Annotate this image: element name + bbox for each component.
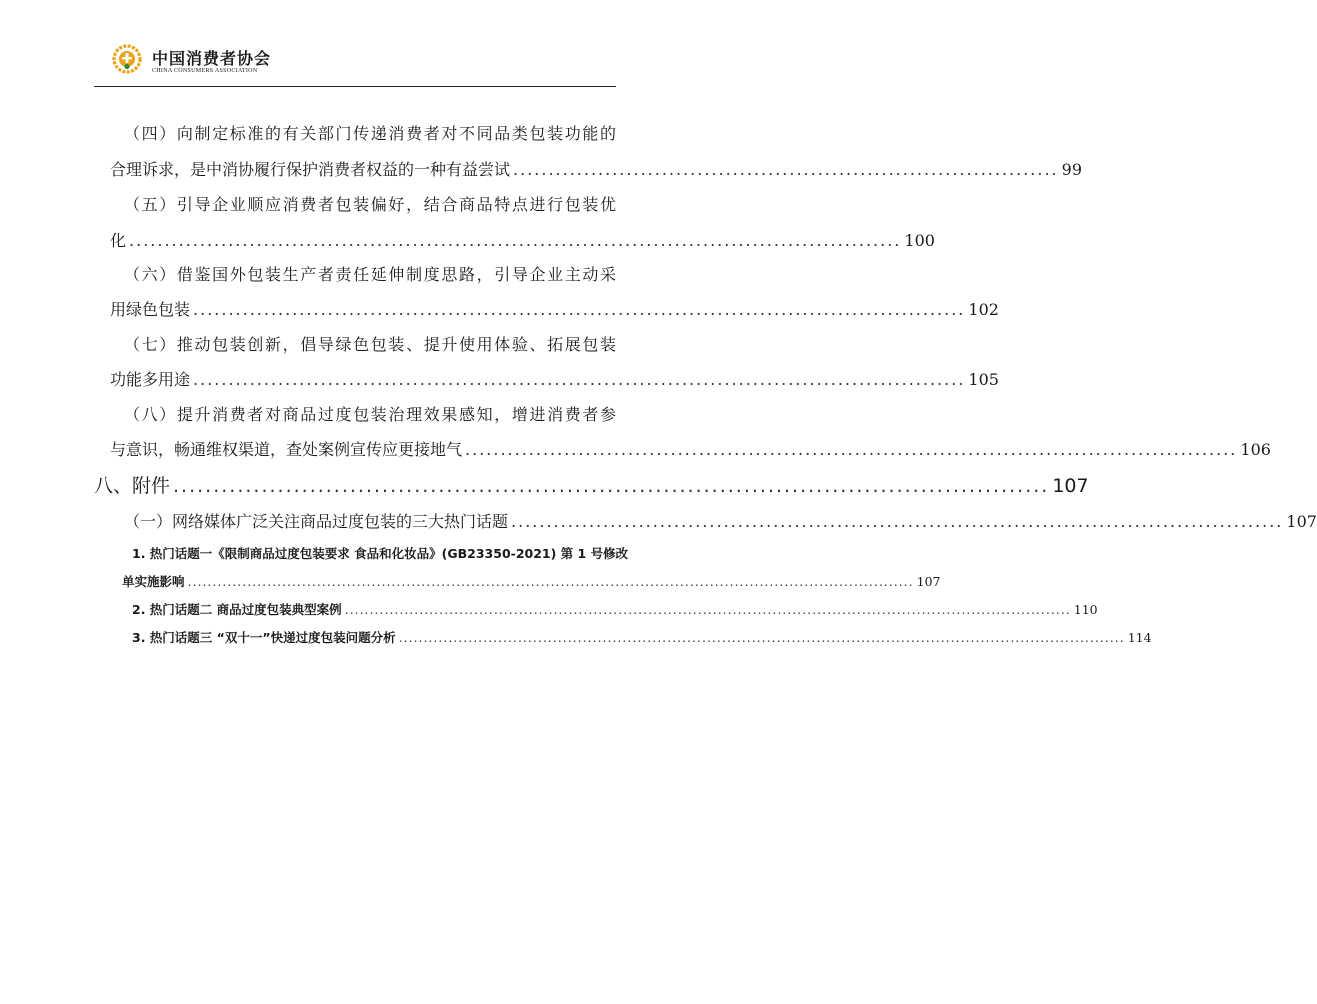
- toc-page-number: 100: [904, 231, 935, 250]
- toc-entry-6-line2[interactable]: [110, 299, 999, 321]
- toc-page-number: 102: [968, 300, 999, 319]
- toc-entry-text: 3. 热门话题三 “双十一”快递过度包装问题分析: [132, 630, 396, 645]
- toc-page-number: 110: [1073, 602, 1098, 617]
- toc-entry-8-line1[interactable]: [124, 404, 616, 426]
- toc-leader: .............................................................................................................: [511, 512, 1284, 531]
- toc-entry-text: 单实施影响: [122, 574, 185, 589]
- toc-entry-text: 八、附件: [94, 475, 171, 497]
- toc-entry-text: （四）向制定标准的有关部门传递消费者对不同品类包装功能的: [124, 124, 616, 143]
- toc-entry-8-1[interactable]: [124, 511, 1317, 533]
- toc-entry-7-line2[interactable]: [110, 369, 999, 391]
- org-name: 中国消费者协会: [152, 49, 272, 68]
- toc-section-8[interactable]: [94, 475, 1089, 497]
- org-name-en: CHINA CONSUMERS ASSOCIATION: [152, 68, 258, 74]
- toc-entry-text: 2. 热门话题二 商品过度包装典型案例: [132, 602, 342, 617]
- toc-entry-text: 功能多用途: [110, 370, 191, 389]
- toc-leader: ..................................................................................................................................................: [398, 630, 1125, 645]
- toc-entry-5-line2[interactable]: [110, 230, 935, 252]
- toc-entry-text: 与意识，畅通维权渠道，查处案例宣传应更接地气: [110, 440, 463, 459]
- toc-topic-3[interactable]: [132, 629, 1152, 647]
- toc-entry-text: 合理诉求，是中消协履行保护消费者权益的一种有益尝试: [110, 160, 511, 179]
- toc-page-number: 114: [1127, 630, 1152, 645]
- toc-page-number: 106: [1240, 440, 1271, 459]
- toc-page-number: 107: [1286, 512, 1317, 531]
- cca-logo-icon: [112, 44, 142, 74]
- toc-leader: .............................................................................: [513, 160, 1059, 179]
- toc-entry-6-line1[interactable]: [124, 264, 616, 286]
- toc-topic-1-line1[interactable]: [132, 545, 629, 563]
- header-divider: [94, 86, 616, 87]
- toc-page-number: 105: [968, 370, 999, 389]
- toc-entry-text: 用绿色包装: [110, 300, 191, 319]
- toc-leader: .............................................................................................................: [129, 231, 902, 250]
- toc-entry-text: 化: [110, 231, 127, 250]
- toc-entry-text: （一）网络媒体广泛关注商品过度包装的三大热门话题: [124, 512, 509, 531]
- toc-leader: .............................................................................................................: [173, 475, 1050, 497]
- toc-entry-4-line1[interactable]: [124, 123, 616, 145]
- toc-entry-text: （五）引导企业顺应消费者包装偏好，结合商品特点进行包装优: [124, 195, 616, 214]
- toc-page-number: 99: [1061, 160, 1082, 179]
- toc-entry-7-line1[interactable]: [124, 334, 616, 356]
- toc-leader: .............................................................................................................: [465, 440, 1238, 459]
- toc-entry-text: （七）推动包装创新，倡导绿色包装、提升使用体验、拓展包装: [124, 335, 616, 354]
- toc-leader: .............................................................................................................: [193, 300, 966, 319]
- toc-page-number: 107: [916, 574, 941, 589]
- toc-entry-5-line1[interactable]: [124, 194, 616, 216]
- toc-entry-4-line2[interactable]: [110, 159, 1082, 181]
- toc-entry-8-line2[interactable]: [110, 439, 1271, 461]
- toc-leader: ..................................................................................................................................................: [187, 574, 914, 589]
- toc-page-number: 107: [1052, 475, 1089, 497]
- toc-topic-1-line2[interactable]: [122, 573, 941, 591]
- toc-leader: .............................................................................................................: [193, 370, 966, 389]
- toc-entry-text: （六）借鉴国外包装生产者责任延伸制度思路，引导企业主动采: [124, 265, 616, 284]
- toc-entry-text: 1. 热门话题一《限制商品过度包装要求 食品和化妆品》(GB23350-2021) 第 1 号修改: [132, 546, 629, 561]
- toc-leader: ..................................................................................................................................................: [344, 602, 1071, 617]
- toc-entry-text: （八）提升消费者对商品过度包装治理效果感知，增进消费者参: [124, 405, 616, 424]
- toc-topic-2[interactable]: [132, 601, 1098, 619]
- header: [112, 44, 312, 84]
